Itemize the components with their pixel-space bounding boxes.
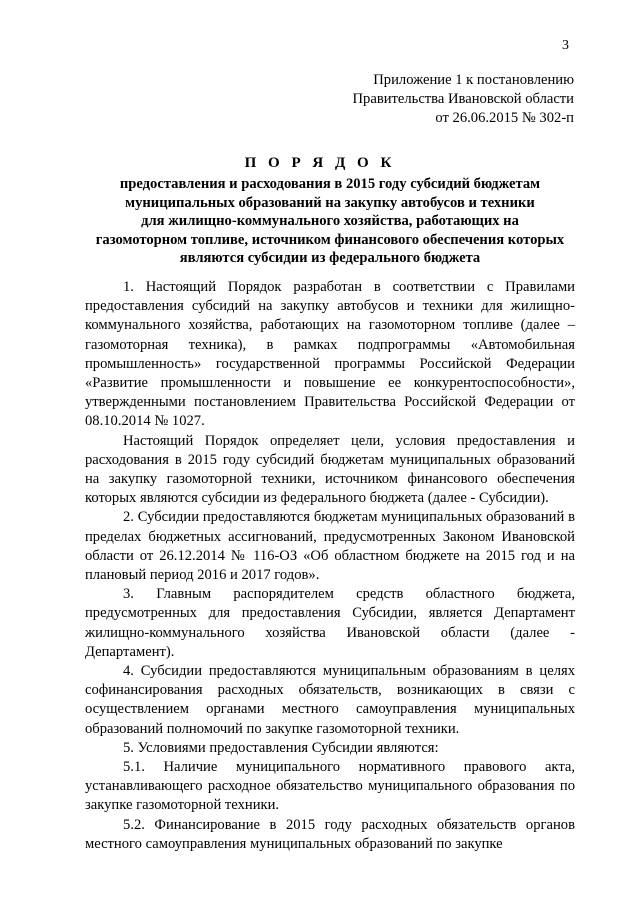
subtitle-line: муниципальных образований на закупку автобусов и техники (125, 194, 535, 211)
paragraph: Настоящий Порядок определяет цели, условия предоставления и расходования в 2015 году субсидий бюджетам муниципальных образований на закупку газомоторной техники, источником финансового обеспечения которых являются субсидии из федерального бюджета (далее - Субсидии). (85, 432, 575, 507)
paragraph: 1. Настоящий Порядок разработан в соответствии с Правилами предоставления субсидий на закупку автобусов и техники для жилищно-коммунального хозяйства, работающих на газомоторном топливе (далее – газомоторная техника), в рамках подпрограммы «Автомобильная промышленность» государственной программы Российской Федерации «Развитие промышленности и повышение ее конкурентоспособности», утвержденными постановлением Правительства Российской Федерации от 08.10.2014 № 1027. (85, 279, 575, 430)
annex-line: Приложение 1 к постановлению (373, 72, 574, 88)
subtitle-line: для жилищно-коммунального хозяйства, работающих на (141, 213, 519, 229)
subtitle-line: являются субсидии из федерального бюджета (179, 250, 481, 266)
annex-line: от 26.06.2015 № 302-п (435, 110, 574, 126)
paragraph: 5.1. Наличие муниципального нормативного правового акта, устанавливающего расходное обязательство муниципального образования по закупке газомоторной техники. (85, 759, 575, 814)
paragraph: 2. Субсидии предоставляются бюджетам муниципальных образований в пределах бюджетных ассигнований, предусмотренных Законом Ивановской области от 26.12.2014 № 116-ОЗ «Об областном бюджете на 2015 год и на плановый период 2016 и 2017 годов». (85, 509, 575, 584)
document-subtitle (60, 175, 600, 268)
paragraph: 5. Условиями предоставления Субсидии являются: (123, 739, 439, 756)
paragraph: 3. Главным распорядителем средств областного бюджета, предусмотренных для предоставления Субсидии, является Департамент жилищно-коммунального хозяйства Ивановской области (далее - Департамент). (85, 586, 575, 660)
annex-reference (353, 71, 574, 128)
paragraph: 5.2. Финансирование в 2015 году расходных обязательств органов местного самоуправления муниципальных образований по закупке (85, 816, 575, 852)
document-body (85, 278, 575, 854)
page-number: 3 (562, 38, 569, 53)
annex-line: Правительства Ивановской области (352, 91, 574, 107)
subtitle-line: газомоторном топливе, источником финансового обеспечения которых (95, 231, 565, 248)
subtitle-line: предоставления и расходования в 2015 году субсидий бюджетам (119, 176, 541, 192)
paragraph: 4. Субсидии предоставляются муниципальным образованиям в целях софинансирования расходных обязательств, возникающих в связи с осуществлением органами местного самоуправления муниципальных образований полномочий по закупке газомоторной техники. (85, 663, 575, 737)
document-title: П О Р Я Д О К (244, 155, 396, 171)
